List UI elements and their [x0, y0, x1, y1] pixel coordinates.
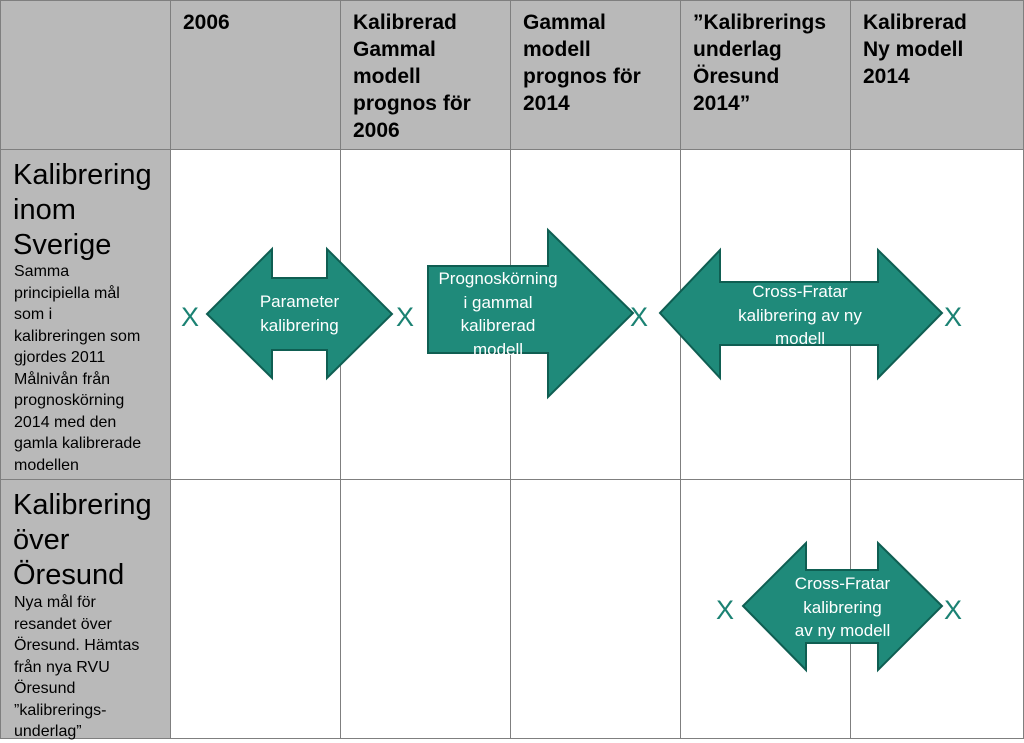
arrow-label-forecast-run: Prognoskörning i gammal kalibrerad modell: [438, 269, 558, 359]
arrow-label-cross-fratar-sweden: Cross-Fratar kalibrering av ny modell: [738, 282, 862, 348]
arrow-label-cross-fratar-oresund: Cross-Fratar kalibrering av ny modell: [794, 574, 891, 640]
row-description: Samma principiella mål som i kalibreringen som gjordes 2011 Målnivån från prognoskörning 2014 med den gamla kalibrerade modellen: [14, 263, 142, 474]
column-header-label: Kalibrerad Gammal modell prognos för 2006: [353, 11, 471, 142]
row-title: Kalibrering över Öresund: [13, 489, 152, 591]
column-header-label: Kalibrerad Ny modell 2014: [863, 11, 967, 88]
x-marker: X: [630, 302, 649, 332]
x-marker: X: [396, 302, 415, 332]
column-header-label: ”Kalibrerings underlag Öresund 2014”: [693, 11, 827, 115]
x-marker: X: [944, 302, 963, 332]
row-description: Nya mål för resandet över Öresund. Hämtas från nya RVU Öresund ”kalibrerings- underlag”: [14, 594, 140, 740]
row-title: Kalibrering inom Sverige: [13, 159, 152, 261]
x-marker: X: [716, 595, 735, 625]
column-header-label: 2006: [183, 11, 230, 34]
x-marker: X: [944, 595, 963, 625]
arrow-label-parameter-calibration: Parameter kalibrering: [259, 292, 340, 335]
x-marker: X: [181, 302, 200, 332]
column-header-label: Gammal modell prognos för 2014: [523, 11, 641, 115]
